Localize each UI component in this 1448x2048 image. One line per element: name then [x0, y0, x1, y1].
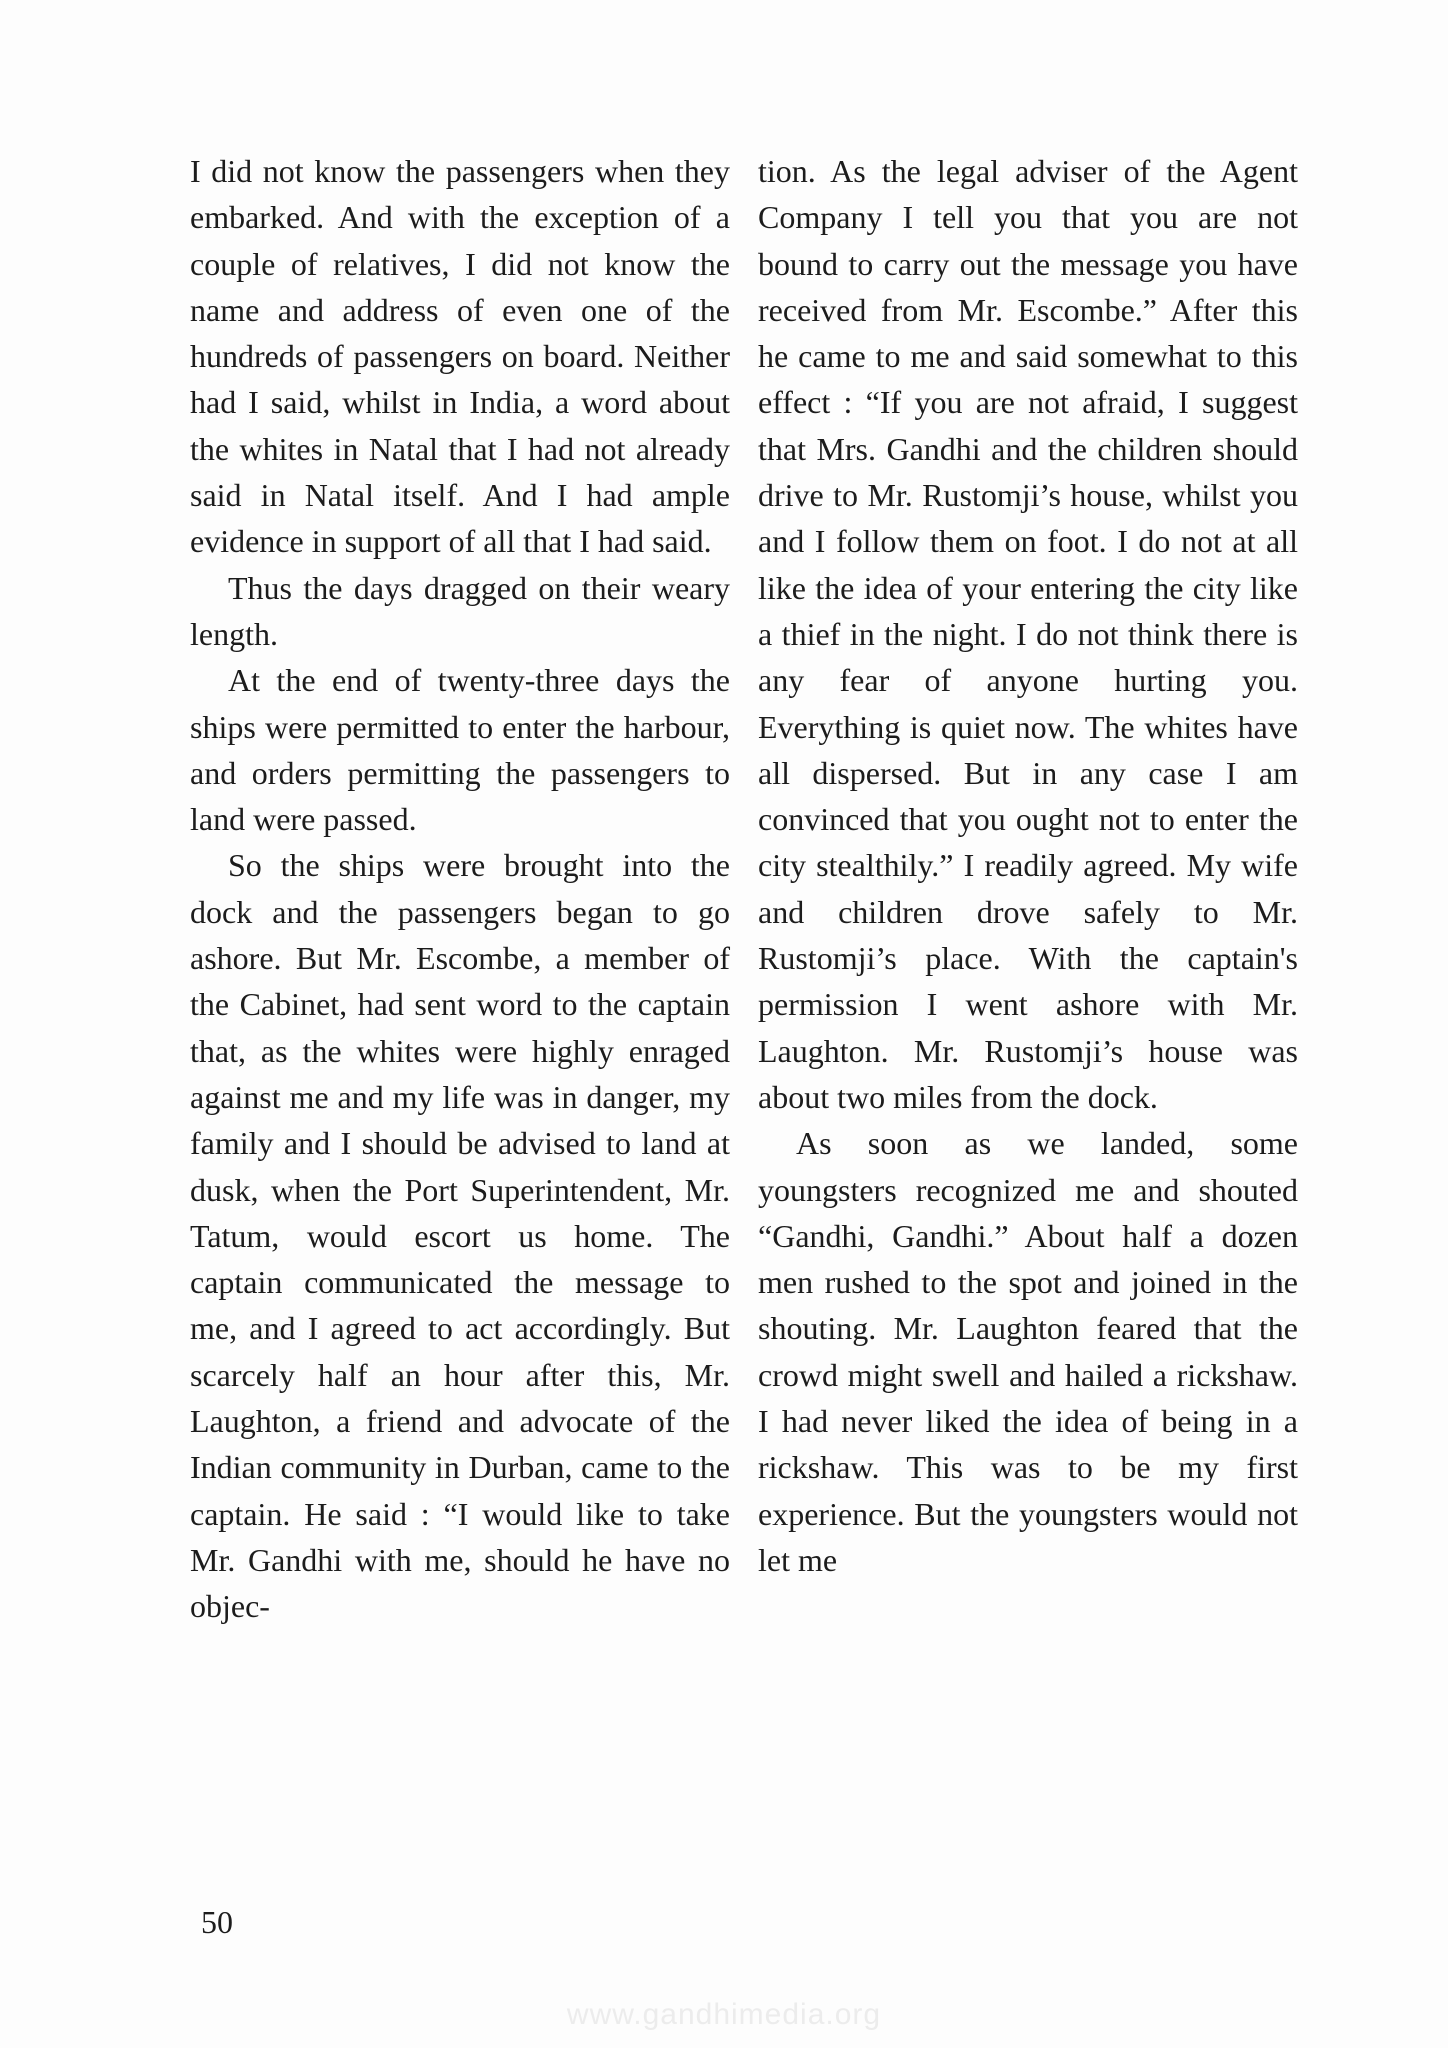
paragraph: I did not know the passengers when they embarked. And with the exception of a couple of relatives, I did not know the name and address of even one of the hundreds of passengers on board. Neither had I said, whilst in India, a word about the whites in Natal that I had not already said in Natal itself. And I had ample evidence in support of all that I had said. [190, 153, 730, 560]
watermark: www.gandhimedia.org [566, 1998, 882, 2031]
page-number: 50 [201, 1904, 233, 1940]
paragraph: Thus the days dragged on their weary length. [190, 569, 730, 652]
left-column [190, 148, 730, 1630]
paragraph: So the ships were brought into the dock and the passengers began to go ashore. But Mr. Escombe, a member of the Cabinet, had sent word to the captain that, as the whites were highly enraged against me and my life was in danger, my family and I should be advised to land at dusk, when the Port Superintendent, Mr. Tatum, would escort us home. The captain communicated the message to me, and I agreed to act accordingly. But scarcely half an hour after this, Mr. Laughton, a friend and advocate of the Indian community in Durban, came to the captain. He said : “I would like to take Mr. Gandhi with me, should he have no objec- [190, 847, 730, 1625]
right-column [758, 148, 1298, 1583]
paragraph: tion. As the legal adviser of the Agent Company I tell you that you are not bound to carry out the message you have received from Mr. Escombe.” After this he came to me and said somewhat to this effect : “If you are not afraid, I suggest that Mrs. Gandhi and the children should drive to Mr. Rustomji’s house, whilst you and I follow them on foot. I do not at all like the idea of your entering the city like a thief in the night. I do not think there is any fear of anyone hurting you. Everything is quiet now. The whites have all dispersed. But in any case I am convinced that you ought not to enter the city stealthily.” I readily agreed. My wife and children drove safely to Mr. Rustomji’s place. With the captain's permission I went ashore with Mr. Laughton. Mr. Rustomji’s house was about two miles from the dock. [758, 153, 1298, 1115]
paragraph: As soon as we landed, some youngsters recognized me and shouted “Gandhi, Gandhi.” About half a dozen men rushed to the spot and joined in the shouting. Mr. Laughton feared that the crowd might swell and hailed a rickshaw. I had never liked the idea of being in a rickshaw. This was to be my first experience. But the youngsters would not let me [758, 1125, 1298, 1578]
paragraph: At the end of twenty-three days the ships were permitted to enter the harbour, and orders permitting the passengers to land were passed. [190, 662, 730, 838]
